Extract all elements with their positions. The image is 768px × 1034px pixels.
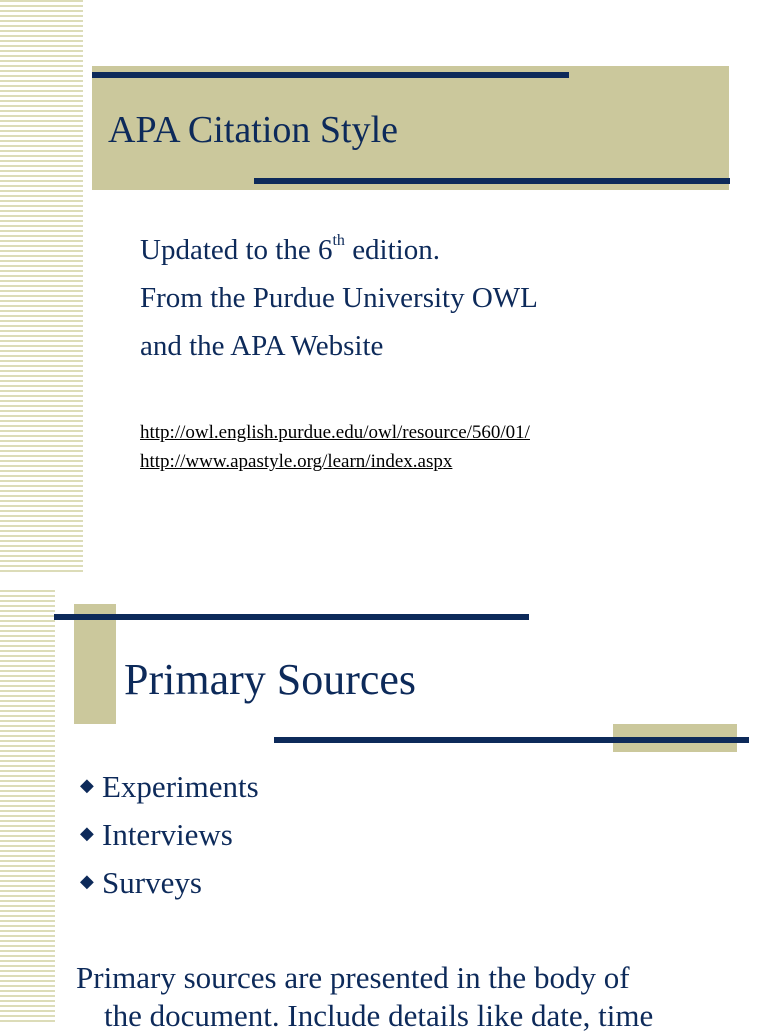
body-text: Updated to the 6 [140,234,333,266]
body-line [140,234,440,267]
accent-block [74,604,116,724]
decorative-stripe [0,590,55,1024]
body-line: and the APA Website [140,330,384,362]
list-item [80,769,259,805]
title-rule-top [92,72,569,78]
decorative-stripe [0,0,83,575]
list-item [80,865,202,901]
superscript: th [332,232,345,249]
slide-title: Primary Sources [124,655,417,704]
paragraph-line: the document. Include details like date, time [104,998,654,1033]
list-item-label: Interviews [102,817,233,852]
list-item-label: Surveys [102,865,202,900]
title-rule-bottom [274,737,749,743]
diamond-bullet-icon: ◆ [80,871,94,891]
list-item-label: Experiments [102,769,259,804]
diamond-bullet-icon: ◆ [80,775,94,795]
title-rule-bottom [254,178,730,184]
list-item [80,817,233,853]
apa-style-link[interactable]: http://www.apastyle.org/learn/index.aspx [140,451,453,472]
title-rule-top [54,614,529,620]
body-line: From the Purdue University OWL [140,282,538,314]
diamond-bullet-icon: ◆ [80,823,94,843]
purdue-owl-link[interactable]: http://owl.english.purdue.edu/owl/resource/560/01/ [140,422,530,443]
paragraph-line: Primary sources are presented in the body of [76,960,630,995]
slide-title: APA Citation Style [108,109,398,151]
body-text: edition. [344,234,440,266]
